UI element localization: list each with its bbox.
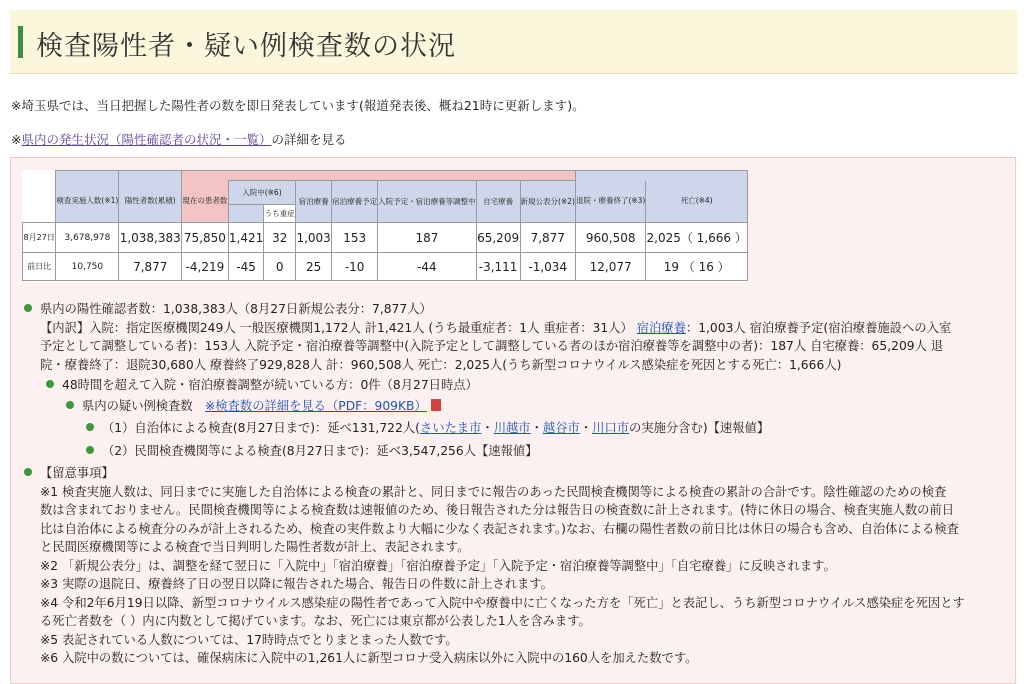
green-dot-icon: [66, 401, 74, 409]
cell-lodging-planned: 153: [332, 223, 378, 253]
list-item: （2）民間検査機関等による検査(8月27日まで)：延べ3,547,256人【速報値】: [24, 442, 1014, 461]
header-band-blue: [575, 171, 747, 181]
note-line: ※5 表記されている人数については、17時時点でとりまとまった人数です。: [40, 632, 458, 647]
note-line: 数は含まれておりません。民間検査機関等による検査数は速報値のため、後日報告された分は報告日の検査数に計上されます。(特に休日の場合、検査実施人数の前日: [40, 503, 955, 517]
cell-positive: 7,877: [119, 253, 182, 281]
cell-severe: 32: [264, 223, 296, 253]
header-hospitalized-pad: [228, 205, 264, 223]
title-bar: [10, 10, 1018, 74]
note-line: ※4 令和2年6月19日以降、新型コロナウイルス感染症の陽性者であって入院中や療養中に亡くなった方を「死亡」と表記し、うち新型コロナウイルス感染症を死因とす: [40, 595, 965, 610]
cell-tested: 3,678,978: [56, 223, 119, 253]
cell-new: 7,877: [520, 223, 575, 253]
header-lodging-planned: 宿泊療養予定: [332, 181, 378, 223]
update-note: ※埼玉県では、当日把握した陽性者の数を即日発表しています(報道発表後、概ね21時に更新します)。: [11, 98, 585, 113]
note-suffix: の詳細を見る: [271, 132, 347, 147]
title-accent-bar: [18, 26, 23, 58]
cell-home: -3,111: [476, 253, 520, 281]
city-link-saitama[interactable]: さいたま市: [419, 421, 482, 435]
cell-home: 65,209: [476, 223, 520, 253]
green-dot-icon: [86, 423, 94, 431]
table-corner: [23, 205, 56, 223]
cell-discharged: 12,077: [575, 253, 645, 281]
green-dot-icon: [24, 304, 32, 312]
note-line: ※2 「新規公表分」は、調整を経て翌日に「入院中」「宿泊療養」「宿泊療養予定」「入院予定・宿泊療養等調整中」「自宅療養」に反映されます。: [40, 558, 836, 573]
cell-current: -4,219: [182, 253, 229, 281]
cell-new: -1,034: [520, 253, 575, 281]
cell-deaths: 2,025（ 1,666 ）: [646, 223, 748, 253]
note-line: ※6 入院中の数については、確保病床に入院中の1,261人に新型コロナ受入病床以外に入院中の160人を加えた数です。: [40, 651, 698, 665]
page-title: 検査陽性者・疑い例検査数の状況: [36, 31, 456, 62]
detail-note: [11, 130, 347, 148]
city-link-kawaguchi[interactable]: 川口市: [592, 421, 630, 435]
breakdown-line: 【内訳】入院：指定医療機関249人 一般医療機関1,172人 計1,421人 (うち最重症者：1人 重症者：31人） 宿泊療養：1,003人 宿泊療養予定(宿泊療養施設への入室: [40, 320, 952, 335]
lodging-link[interactable]: 宿泊療養: [636, 320, 686, 335]
note-line: ※3 実際の退院日、療養終了日の翌日以降に報告された場合、報告日の件数に計上されます。: [40, 577, 553, 591]
green-dot-icon: [86, 446, 94, 454]
header-tested: 検査実施人数(※1): [56, 181, 119, 223]
prefecture-status-link[interactable]: 県内の発生状況（陽性確認者の状況・一覧）: [21, 132, 272, 147]
header-lodging: 宿泊療養: [296, 181, 332, 223]
list-item: 県内の疑い例検査数 ※検査数の詳細を見る（PDF：909KB）: [24, 397, 1014, 416]
city-link-koshigaya[interactable]: 越谷市: [542, 421, 580, 435]
header-hospitalized: 入院中(※6): [228, 181, 295, 205]
header-current: 現在の患者数: [182, 181, 229, 223]
header-discharged: 退院・療養終了(※3): [575, 181, 645, 223]
row-label-date: 8月27日: [23, 223, 56, 253]
cell-tested: 10,750: [56, 253, 119, 281]
header-positive: 陽性者数(累積): [119, 181, 182, 223]
header-adjusting: 入院予定・宿泊療養等調整中: [378, 181, 477, 223]
header-home: 自宅療養: [476, 181, 520, 223]
stats-table: [22, 170, 748, 281]
status-list: [24, 300, 1014, 668]
table-corner: [23, 171, 56, 181]
cell-positive: 1,038,383: [119, 223, 182, 253]
breakdown-line: 院・療養終了：退院30,680人 療養終了929,828人 計：960,508人 死亡：2,025人(うち新型コロナウイルス感染症を死因とする死亡：1,666人): [40, 357, 842, 372]
cell-lodging: 25: [296, 253, 332, 281]
list-item: 県内の陽性確認者数：1,038,383人（8月27日新規公表分：7,877人）: [24, 300, 1014, 319]
list-item: （1）自治体による検査(8月27日まで)：延べ131,722人(さいたま市・川越市・越谷市・川口市の実施分含む)【速報値】: [24, 419, 1014, 438]
cell-adjusting: 187: [378, 223, 477, 253]
row-label-diff: 前日比: [23, 253, 56, 281]
cell-deaths: 19 （ 16 ）: [646, 253, 748, 281]
green-dot-icon: [46, 380, 54, 388]
header-new: 新規公表分(※2): [520, 181, 575, 223]
cell-hospitalized: -45: [228, 253, 264, 281]
cell-hospitalized: 1,421: [228, 223, 264, 253]
note-line: と民間医療機関等による検査で当日判明した陽性者数が計上、表記されます。: [40, 540, 470, 554]
cell-lodging: 1,003: [296, 223, 332, 253]
cell-discharged: 960,508: [575, 223, 645, 253]
cell-severe: 0: [264, 253, 296, 281]
header-severe: うち重症: [264, 205, 296, 223]
note-line: る死亡者数を（ ）内に内数として掲げています。なお、死亡には東京都が公表した1人を含みます。: [40, 614, 591, 628]
city-link-kawagoe[interactable]: 川越市: [493, 421, 531, 435]
cell-lodging-planned: -10: [332, 253, 378, 281]
pdf-icon: [431, 399, 441, 411]
cell-adjusting: -44: [378, 253, 477, 281]
green-dot-icon: [24, 468, 32, 476]
list-item: 【留意事項】: [24, 464, 1014, 483]
header-deaths: 死亡(※4): [646, 181, 748, 223]
note-line: ※1 検査実施人数は、同日までに実施した自治体による検査の累計と、同日までに報告のあった民間検査機関等による検査の累計の合計です。陰性確認のための検査: [40, 484, 947, 499]
list-item: 48時間を超えて入院・宿泊療養調整が続いている方：0件（8月27日時点）: [24, 376, 1014, 395]
header-band-pink: [182, 171, 576, 181]
header-pad: [119, 171, 182, 181]
note-line: 比は自治体による検査分のみが計上されるため、検査の実件数より大幅に少なく表記されます。)なお、右欄の陽性者数の前日比は休日の場合も含め、自治体による検査: [40, 521, 959, 536]
cell-current: 75,850: [182, 223, 229, 253]
note-prefix: ※: [11, 132, 22, 147]
stats-table-wrap: [22, 170, 748, 282]
header-pad: [56, 171, 119, 181]
table-corner: [23, 181, 56, 205]
breakdown-line: 予定として調整している者)：153人 入院予定・宿泊療養等調整中(入院予定として調整している者のほか宿泊療養等を調整中の者)：187人 自宅療養：65,209人 退: [40, 339, 944, 353]
test-detail-pdf-link[interactable]: ※検査数の詳細を見る（PDF：909KB）: [205, 398, 427, 413]
